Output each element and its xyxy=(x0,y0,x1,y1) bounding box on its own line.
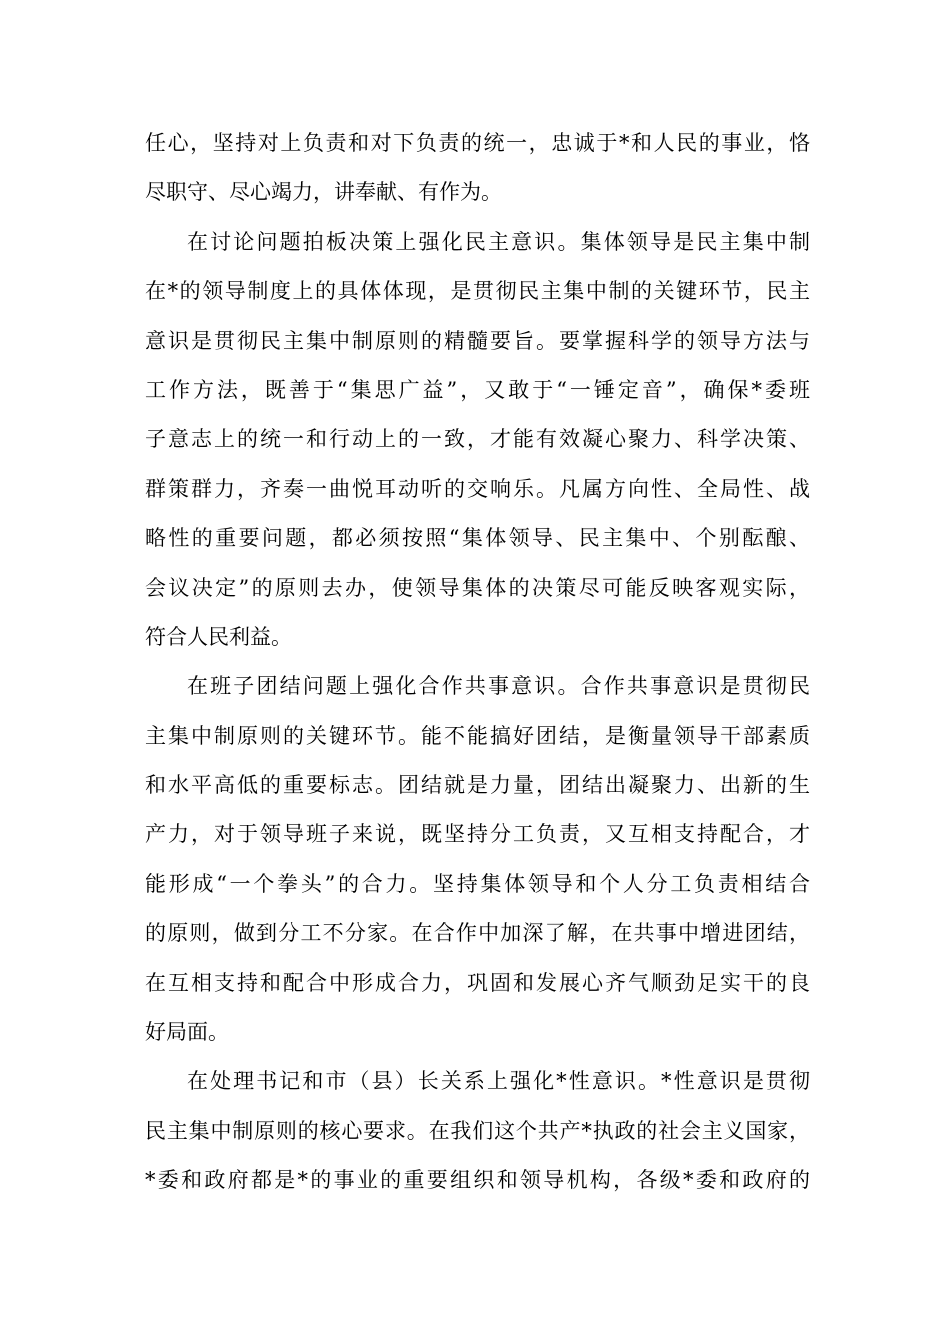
text-line: 任心，坚持对上负责和对下负责的统一，忠诚于*和人民的事业，恪 xyxy=(145,131,810,155)
text-line: 在互相支持和配合中形成合力，巩固和发展心齐气顺劲足实干的良 xyxy=(145,970,810,995)
text-line: 在班子团结问题上强化合作共事意识。合作共事意识是贯彻民 xyxy=(187,674,810,699)
text-line: 意识是贯彻民主集中制原则的精髓要旨。要掌握科学的领导方法与 xyxy=(145,328,810,353)
text-line: 在处理书记和市（县）长关系上强化*性意识。*性意识是贯彻 xyxy=(187,1069,810,1094)
text-line: 群策群力，齐奏一曲悦耳动听的交响乐。凡属方向性、全局性、战 xyxy=(145,476,810,501)
text-line: 和水平高低的重要标志。团结就是力量，团结出凝聚力、出新的生 xyxy=(145,773,810,798)
document-body xyxy=(145,119,810,1206)
text-line: *委和政府都是*的事业的重要组织和领导机构，各级*委和政府的 xyxy=(145,1168,810,1193)
text-line: 略性的重要问题，都必须按照“集体领导、民主集中、个别酝酿、 xyxy=(145,526,810,551)
text-line: 好局面。 xyxy=(145,1020,229,1045)
text-line: 主集中制原则的关键环节。能不能搞好团结，是衡量领导干部素质 xyxy=(145,723,810,748)
text-line: 在*的领导制度上的具体体现，是贯彻民主集中制的关键环节，民主 xyxy=(145,279,810,304)
text-line: 的原则，做到分工不分家。在合作中加深了解，在共事中增进团结， xyxy=(145,921,810,946)
paragraph xyxy=(145,1057,810,1205)
text-line: 在讨论问题拍板决策上强化民主意识。集体领导是民主集中制 xyxy=(187,229,810,254)
text-line: 子意志上的统一和行动上的一致，才能有效凝心聚力、科学决策、 xyxy=(145,427,810,452)
text-line: 尽职守、尽心竭力，讲奉献、有作为。 xyxy=(145,180,502,205)
text-line: 能形成“一个拳头”的合力。坚持集体领导和个人分工负责相结合 xyxy=(145,871,810,896)
paragraph xyxy=(145,119,810,218)
text-line: 会议决定”的原则去办，使领导集体的决策尽可能反映客观实际， xyxy=(145,575,810,600)
paragraph xyxy=(145,218,810,663)
text-line: 民主集中制原则的核心要求。在我们这个共产*执政的社会主义国家， xyxy=(145,1118,810,1143)
text-line: 符合人民利益。 xyxy=(145,624,292,649)
paragraph xyxy=(145,662,810,1057)
text-line: 产力，对于领导班子来说，既坚持分工负责，又互相支持配合，才 xyxy=(145,822,810,847)
text-line: 工作方法，既善于“集思广益”，又敢于“一锤定音”，确保*委班 xyxy=(145,377,810,402)
